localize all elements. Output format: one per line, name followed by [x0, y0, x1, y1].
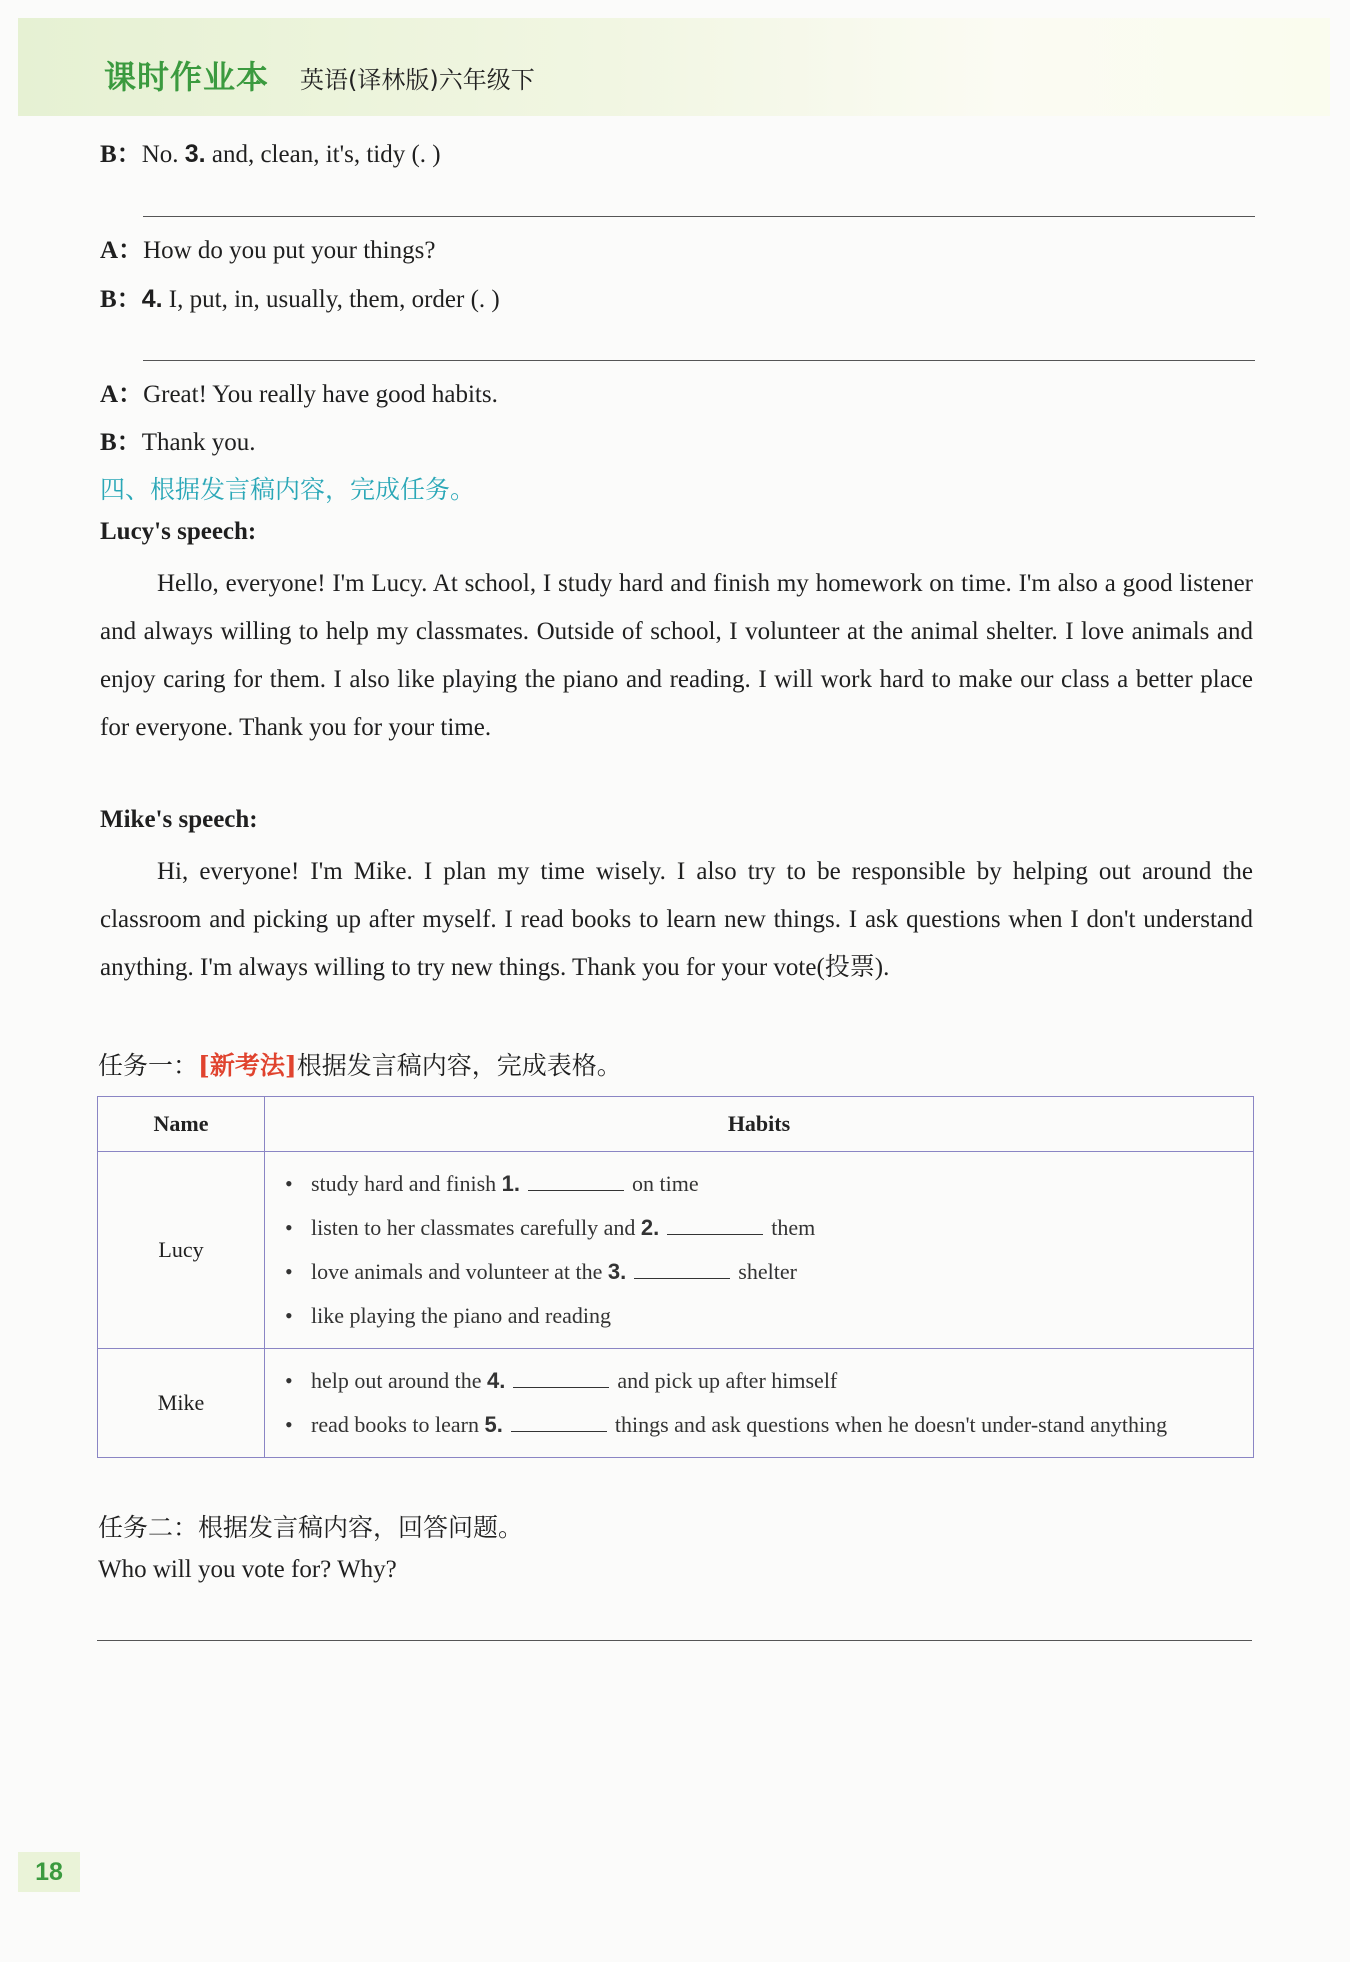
mike-speech-title: Mike's speech:: [100, 806, 258, 833]
book-subtitle: 英语(译林版)六年级下: [300, 66, 535, 94]
answer-blank-5[interactable]: [511, 1411, 607, 1432]
tag-text: 新考法: [209, 1051, 285, 1080]
row-name: Lucy: [98, 1152, 265, 1349]
lucy-speech-title: Lucy's speech:: [100, 518, 257, 545]
habit-text: like playing the piano and reading: [311, 1303, 611, 1328]
name-column-header: Name: [98, 1097, 265, 1152]
habit-text: shelter: [738, 1259, 797, 1284]
lucy-speech-text: Hello, everyone! I'm Lucy. At school, I study hard and finish my homework on time. I'm also a good listener and always willing to help my classmates. Outside of school, I volunteer at the animal shelter. I love animals and enjoy caring for them. I also like playing the piano and reading. I will work hard to make our class a better place for everyone. Thank you for your time.: [100, 570, 1253, 741]
habit-item: [285, 1206, 1253, 1250]
habits-table: [97, 1096, 1254, 1458]
task1-text: 根据发言稿内容，完成表格。: [296, 1051, 622, 1080]
dialogue-text: How do you put your things?: [143, 237, 436, 264]
habits-cell: [265, 1349, 1254, 1458]
answer-blank-4[interactable]: [513, 1367, 609, 1388]
blank-number: 3.: [607, 1259, 627, 1284]
new-method-tag: [新考法]: [198, 1051, 297, 1080]
habit-item: [285, 1162, 1253, 1206]
dialogue-text: Thank you.: [141, 429, 256, 456]
dialogue-line-a: [100, 230, 435, 266]
dialogue-text: I, put, in, usually, them, order (. ): [162, 286, 500, 313]
section-heading: 四、根据发言稿内容，完成任务。: [100, 475, 476, 504]
blank-number: 2.: [640, 1215, 660, 1240]
habit-item: [285, 1359, 1253, 1403]
habit-text: them: [771, 1215, 816, 1240]
habit-text: on time: [632, 1171, 699, 1196]
answer-line-3[interactable]: [143, 216, 1255, 217]
answer-line-task2[interactable]: [97, 1640, 1252, 1641]
blank-number: 1.: [501, 1171, 521, 1196]
table-header-row: [98, 1097, 1254, 1152]
speaker-label: A：: [100, 237, 144, 264]
habit-text: help out around the: [311, 1368, 487, 1393]
habit-item: [285, 1403, 1253, 1447]
task1-instruction: [98, 1046, 622, 1082]
answer-line-4[interactable]: [143, 360, 1255, 361]
speaker-label: B：: [100, 141, 142, 168]
mike-speech-text: Hi, everyone! I'm Mike. I plan my time wisely. I also try to be responsible by helping out around the classroom and picking up after myself. I read books to learn new things. I ask questions when I don't understand anything. I'm always willing to try new things. Thank you for your vote(投票).: [100, 858, 1253, 981]
speaker-label: B：: [100, 429, 142, 456]
answer-blank-2[interactable]: [667, 1214, 763, 1235]
question-number: 4.: [141, 285, 163, 313]
habits-column-header: Habits: [265, 1097, 1254, 1152]
blank-number: 5.: [484, 1412, 503, 1437]
habit-text: study hard and finish: [311, 1171, 502, 1196]
dialogue-line-b4: [100, 279, 500, 315]
book-title: 课时作业本: [104, 58, 270, 96]
habit-item: [285, 1250, 1253, 1294]
habit-text: read books to learn: [311, 1412, 485, 1437]
speaker-label: A：: [100, 381, 144, 408]
table-row-lucy: [98, 1152, 1254, 1349]
habit-text: listen to her classmates carefully and: [311, 1215, 641, 1240]
table-row-mike: [98, 1349, 1254, 1458]
row-name: Mike: [98, 1349, 265, 1458]
dialogue-text: No.: [141, 141, 185, 168]
answer-blank-3[interactable]: [634, 1258, 730, 1279]
answer-blank-1[interactable]: [528, 1170, 624, 1191]
habit-text: and pick up after himself: [617, 1368, 838, 1393]
question-number: 3.: [184, 140, 206, 168]
habit-item: [285, 1294, 1253, 1338]
task1-prefix: 任务一：: [98, 1051, 199, 1080]
dialogue-line-b5: [100, 422, 256, 458]
page-number: 18: [18, 1852, 80, 1892]
dialogue-line-a2: [100, 374, 498, 410]
habit-text: love animals and volunteer at the: [311, 1259, 608, 1284]
speaker-label: B：: [100, 286, 142, 313]
dialogue-text: and, clean, it's, tidy (. ): [205, 141, 441, 168]
task2-question: Who will you vote for? Why?: [98, 1556, 397, 1583]
habits-cell: [265, 1152, 1254, 1349]
habit-text: things and ask questions when he doesn't under-stand anything: [614, 1412, 1168, 1437]
task2-instruction: 任务二：根据发言稿内容，回答问题。: [98, 1513, 524, 1542]
blank-number: 4.: [486, 1368, 506, 1393]
dialogue-text: Great! You really have good habits.: [143, 381, 498, 408]
dialogue-line-b3: [100, 134, 441, 170]
